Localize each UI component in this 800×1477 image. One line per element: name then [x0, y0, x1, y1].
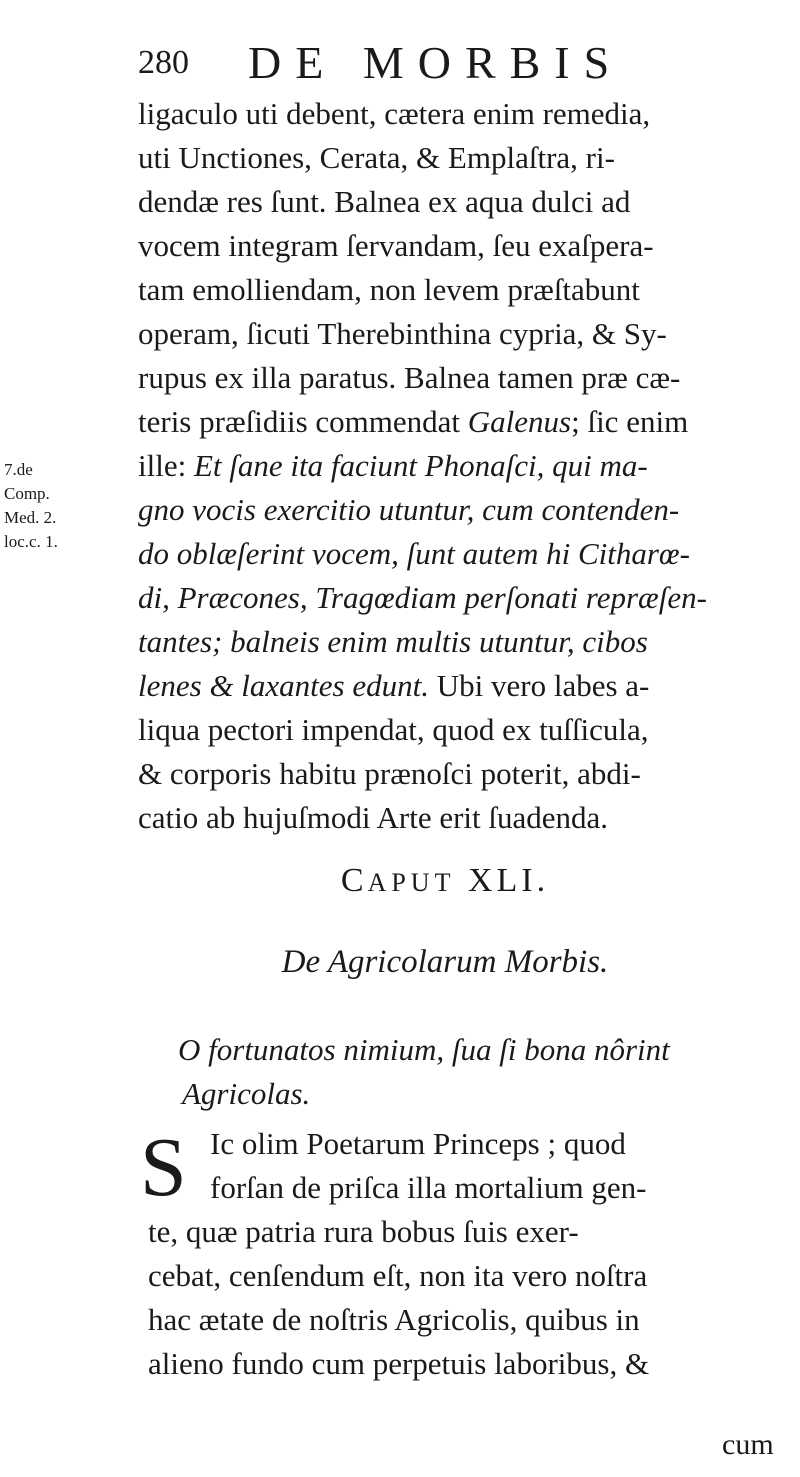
text-run: Ubi vero labes a- [429, 668, 650, 703]
page-number: 280 [138, 44, 189, 81]
citation-text: Et ſane ita faciunt Phonaſci, qui ma- [193, 448, 648, 483]
epigraph-line: O fortunatos nimium, ſua ſi bona nôrint [178, 1032, 670, 1067]
text-line: ligaculo uti debent, cætera enim remedia, [138, 96, 651, 131]
epigraph-line: Agricolas. [182, 1076, 311, 1111]
chapter-number: XLI. [467, 862, 550, 899]
text-line: te, quæ patria rura bobus ſuis exer- [148, 1214, 579, 1249]
text-line: Ic olim Poetarum Princeps ; quod [210, 1126, 626, 1161]
margin-note-line: Med. 2. [4, 508, 57, 527]
text-line: hac ætate de noſtris Agricolis, quibus in [148, 1302, 640, 1337]
citation-line: tantes; balneis enim multis utuntur, cibos [138, 624, 648, 659]
epigraph [178, 1028, 778, 1116]
text-line: operam, ſicuti Therebinthina cypria, & Sy- [138, 316, 667, 351]
citation-line: di, Præcones, Tragœdiam perſonati repræſen- [138, 580, 707, 615]
text-run: ille: [138, 448, 194, 483]
citation-line: do oblæſerint vocem, ſunt autem hi Citharœ- [138, 536, 690, 571]
chapter-heading-word: APUT [367, 868, 456, 897]
chapter-heading-initial: C [340, 862, 368, 899]
text-line: catio ab hujuſmodi Arte erit ſuadenda. [138, 800, 609, 835]
running-title: DE MORBIS [248, 37, 624, 88]
text-line [138, 664, 778, 708]
page-header [138, 36, 698, 92]
citation-text: lenes & laxantes edunt. [138, 668, 429, 703]
margin-note [4, 458, 62, 554]
text-line: dendæ res ſunt. Balnea ex aqua dulci ad [138, 184, 631, 219]
margin-note-line: 7.de [4, 460, 33, 479]
paragraph-2 [140, 1121, 788, 1386]
text-run: teris præſidiis commendat [138, 404, 468, 439]
text-line: vocem integram ſervandam, ſeu exaſpera- [138, 228, 654, 263]
text-line: rupus ex illa paratus. Balnea tamen præ cæ- [138, 360, 681, 395]
text-line [138, 400, 778, 444]
chapter-heading [0, 862, 800, 900]
author-name: Galenus [467, 404, 572, 439]
paragraph-1 [138, 92, 778, 840]
catchword: cum [722, 1428, 774, 1461]
margin-note-line: Comp. [4, 484, 50, 503]
text-line: & corporis habitu prænoſci poterit, abdi- [138, 756, 641, 791]
text-run: ; ſic enim [571, 404, 689, 439]
margin-note-line: loc.c. 1. [4, 532, 58, 551]
citation-line: gno vocis exercitio utuntur, cum contenden- [138, 492, 680, 527]
text-line: forſan de priſca illa mortalium gen- [210, 1170, 647, 1205]
text-line: tam emolliendam, non levem præſtabunt [138, 272, 640, 307]
text-line [138, 444, 778, 488]
text-line: uti Unctiones, Cerata, & Emplaſtra, ri- [138, 140, 615, 175]
chapter-subtitle: De Agricolarum Morbis. [281, 944, 609, 980]
text-line: alieno fundo cum perpetuis laboribus, & [148, 1346, 650, 1381]
text-line: liqua pectori impendat, quod ex tuſſicula, [138, 712, 649, 747]
drop-cap: S [140, 1121, 187, 1214]
text-line: cebat, cenſendum eſt, non ita vero noſtra [148, 1258, 648, 1293]
